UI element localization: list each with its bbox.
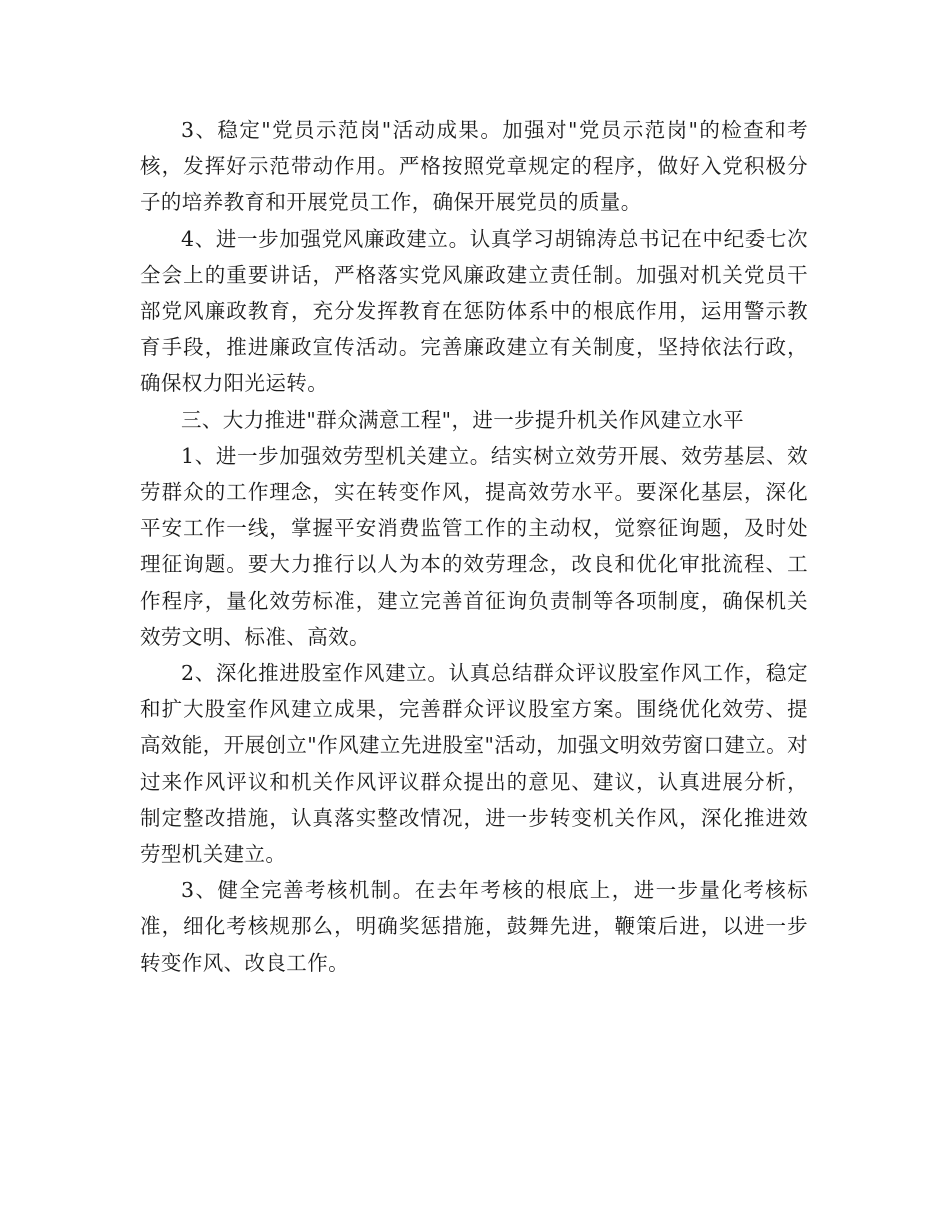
paragraph-clean-government: 4、进一步加强党风廉政建立。认真学习胡锦涛总书记在中纪委七次全会上的重要讲话，严格落实党风廉政建立责任制。加强对机关党员干部党风廉政教育，充分发挥教育在惩防体系中的根底作用，运用警示教育手段，推进廉政宣传活动。完善廉政建立有关制度，坚持依法行政，确保权力阳光运转。 (140, 226, 808, 396)
paragraph-service-oriented-organ: 1、进一步加强效劳型机关建立。结实树立效劳开展、效劳基层、效劳群众的工作理念，实在转变作风，提高效劳水平。要深化基层，深化平安工作一线，掌握平安消费监管工作的主动权，觉察征询题，及时处理征询题。要大力推行以人为本的效劳理念，改良和优化审批流程、工作程序，量化效劳标准，建立完善首征询负责制等各项制度，确保机关效劳文明、标准、高效。 (140, 443, 808, 649)
section-heading-masses-satisfaction: 三、大力推进"群众满意工程"，进一步提升机关作风建立水平 (181, 407, 745, 432)
paragraph-assessment-mechanism: 3、健全完善考核机制。在去年考核的根底上，进一步量化考核标准，细化考核规那么，明确奖惩措施，鼓舞先进，鞭策后进，以进一步转变作风、改良工作。 (140, 878, 808, 975)
paragraph-party-member-model-post: 3、稳定"党员示范岗"活动成果。加强对"党员示范岗"的检查和考核，发挥好示范带动作用。严格按照党章规定的程序，做好入党积极分子的培养教育和开展党员工作，确保开展党员的质量。 (140, 118, 808, 215)
document-body (140, 112, 808, 981)
paragraph-office-work-style: 2、深化推进股室作风建立。认真总结群众评议股室作风工作，稳定和扩大股室作风建立成果，完善群众评议股室方案。围绕优化效劳、提高效能，开展创立"作风建立先进股室"活动，加强文明效劳窗口建立。对过来作风评议和机关作风评议群众提出的意见、建议，认真进展分析，制定整改措施，认真落实整改情况，进一步转变机关作风，深化推进效劳型机关建立。 (140, 661, 808, 867)
